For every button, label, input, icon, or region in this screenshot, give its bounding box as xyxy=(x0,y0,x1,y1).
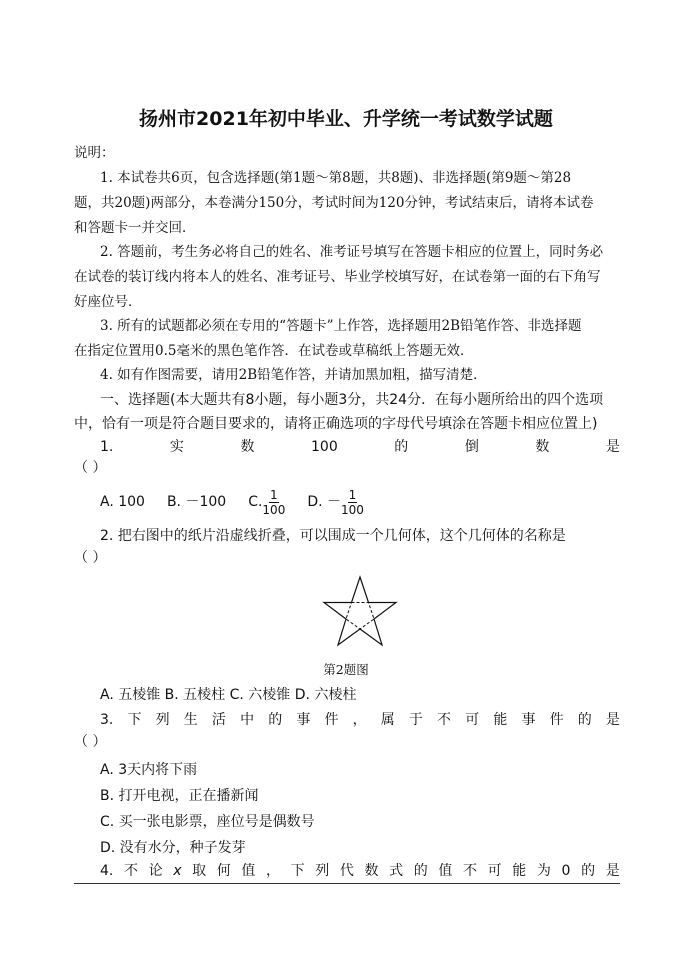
note-2-line-2: 在试卷的装订线内将本人的姓名、准考证号、毕业学校填写好，在试卷第一面的右下角写 xyxy=(74,269,601,285)
fraction-denominator: 100 xyxy=(262,502,286,517)
question-1-paren: （ ） xyxy=(74,460,107,476)
fraction-denominator: 100 xyxy=(341,502,364,517)
fraction-numerator: 1 xyxy=(270,487,278,502)
q1-option-d xyxy=(307,484,364,520)
q1-token: 实 xyxy=(169,439,184,455)
q1-token: 1. xyxy=(100,439,114,455)
star-outline xyxy=(324,577,396,645)
q3-option-c: C. 买一张电影票，座位号是偶数号 xyxy=(100,814,315,830)
exam-title: 扬州市2021年初中毕业、升学统一考试数学试题 xyxy=(139,108,553,130)
q1-option-c-fraction xyxy=(262,488,285,517)
q1-option-a: A. 100 xyxy=(100,494,145,510)
note-1-line-1: 1. 本试卷共6页，包含选择题(第1题～第8题，共8题)、非选择题(第9题～第28 xyxy=(100,170,572,186)
q3-token: 3. xyxy=(100,712,114,728)
q4-token: 不 xyxy=(463,863,478,879)
q3-token: 属 xyxy=(380,712,395,728)
q4-token: 4. xyxy=(100,863,114,879)
q3-token: 的 xyxy=(577,712,592,728)
q3-token: 列 xyxy=(155,712,170,728)
q4-token: 的 xyxy=(413,863,428,879)
q1-option-c-label: C. xyxy=(248,494,263,510)
q3-option-d: D. 没有水分，种子发芽 xyxy=(100,840,246,856)
q3-token: 于 xyxy=(408,712,423,728)
q4-variable: x xyxy=(173,863,182,879)
q4-token: 是 xyxy=(605,863,620,879)
q1-token: 数 xyxy=(535,439,550,455)
question-3-paren: （ ） xyxy=(74,734,107,750)
question-4-stem xyxy=(74,861,620,881)
q3-token: 事 xyxy=(521,712,536,728)
q3-token: 生 xyxy=(183,712,198,728)
star-net-figure xyxy=(322,575,398,647)
q3-token: 事 xyxy=(296,712,311,728)
q4-token: 0 xyxy=(561,863,571,879)
q4-token: 值 xyxy=(438,863,453,879)
q1-token: 的 xyxy=(394,439,409,455)
q4-token: 式 xyxy=(389,863,404,879)
q4-token: 论 xyxy=(148,863,163,879)
q3-token: 中 xyxy=(240,712,255,728)
note-1-line-2: 题，共20题)两部分，本卷满分150分，考试时间为120分钟，考试结束后，请将本试卷 xyxy=(74,195,594,211)
section-1-line-2: 中，恰有一项是符合题目要求的，请将正确选项的字母代号填涂在答题卡相应位置上) xyxy=(74,416,598,432)
q1-token: 100 xyxy=(311,439,338,455)
notes-heading: 说明： xyxy=(74,145,115,161)
q4-token: 何 xyxy=(216,863,231,879)
note-3-line-1: 3. 所有的试题都必须在专用的“答题卡”上作答，选择题用2B铅笔作答、非选择题 xyxy=(100,318,582,334)
q1-option-d-fraction xyxy=(341,488,364,517)
q3-token: ， xyxy=(352,712,367,728)
q3-token: 件 xyxy=(549,712,564,728)
fraction-numerator: 1 xyxy=(348,487,357,502)
q4-token: 可 xyxy=(487,863,502,879)
note-2-line-3: 好座位号． xyxy=(74,294,142,310)
q4-token: 取 xyxy=(192,863,207,879)
section-1-line-1: 一、选择题(本大题共有8小题，每小题3分，共24分．在每小题所给出的四个选项 xyxy=(100,392,604,408)
q3-token: 能 xyxy=(493,712,508,728)
q1-token: 是 xyxy=(605,439,620,455)
q3-token: 是 xyxy=(605,712,620,728)
q3-token: 不 xyxy=(437,712,452,728)
q3-option-a: A. 3天内将下雨 xyxy=(100,762,198,778)
q1-token: 倒 xyxy=(464,439,479,455)
q4-token: 的 xyxy=(581,863,596,879)
question-2-paren: （ ） xyxy=(74,550,107,566)
q1-option-b: B. －100 xyxy=(166,494,227,510)
note-4-line-1: 4. 如有作图需要，请用2B铅笔作答，并请加黑加粗，描写清楚． xyxy=(100,367,487,383)
q4-token: 代 xyxy=(339,863,354,879)
q1-option-c xyxy=(248,484,285,520)
q4-token: 值 xyxy=(241,863,256,879)
q3-token: 可 xyxy=(465,712,480,728)
note-2-line-1: 2. 答题前，考生务必将自己的姓名、准考证号填写在答题卡相应的位置上，同时务必 xyxy=(100,244,604,260)
note-3-line-2: 在指定位置用0.5毫米的黑色笔作答．在试卷或草稿纸上答题无效． xyxy=(74,343,474,359)
page-bottom-rule xyxy=(74,883,620,884)
note-1-line-3: 和答题卡一并交回． xyxy=(74,220,196,236)
question-2-stem: 2. 把右图中的纸片沿虚线折叠，可以围成一个几何体，这个几何体的名称是 xyxy=(100,528,566,544)
q3-option-b: B. 打开电视，正在播新闻 xyxy=(100,788,259,804)
q4-token: 数 xyxy=(364,863,379,879)
q4-token: ， xyxy=(266,863,281,879)
q1-token: 数 xyxy=(240,439,255,455)
q1-option-d-label: D. － xyxy=(307,494,342,510)
q4-token: 下 xyxy=(290,863,305,879)
q3-token: 下 xyxy=(127,712,142,728)
q3-token: 件 xyxy=(324,712,339,728)
fold-lines xyxy=(346,603,374,630)
q3-token: 的 xyxy=(268,712,283,728)
question-2-options: A. 五棱锥 B. 五棱柱 C. 六棱锥 D. 六棱柱 xyxy=(100,687,357,703)
q4-token: 不 xyxy=(123,863,138,879)
figure-caption: 第2题图 xyxy=(323,662,369,677)
q3-token: 活 xyxy=(211,712,226,728)
question-1-options xyxy=(74,484,620,520)
q4-token: 列 xyxy=(315,863,330,879)
question-1-stem xyxy=(74,437,620,457)
q4-token: 能 xyxy=(512,863,527,879)
question-3-stem xyxy=(74,710,620,730)
q4-token: 为 xyxy=(536,863,551,879)
